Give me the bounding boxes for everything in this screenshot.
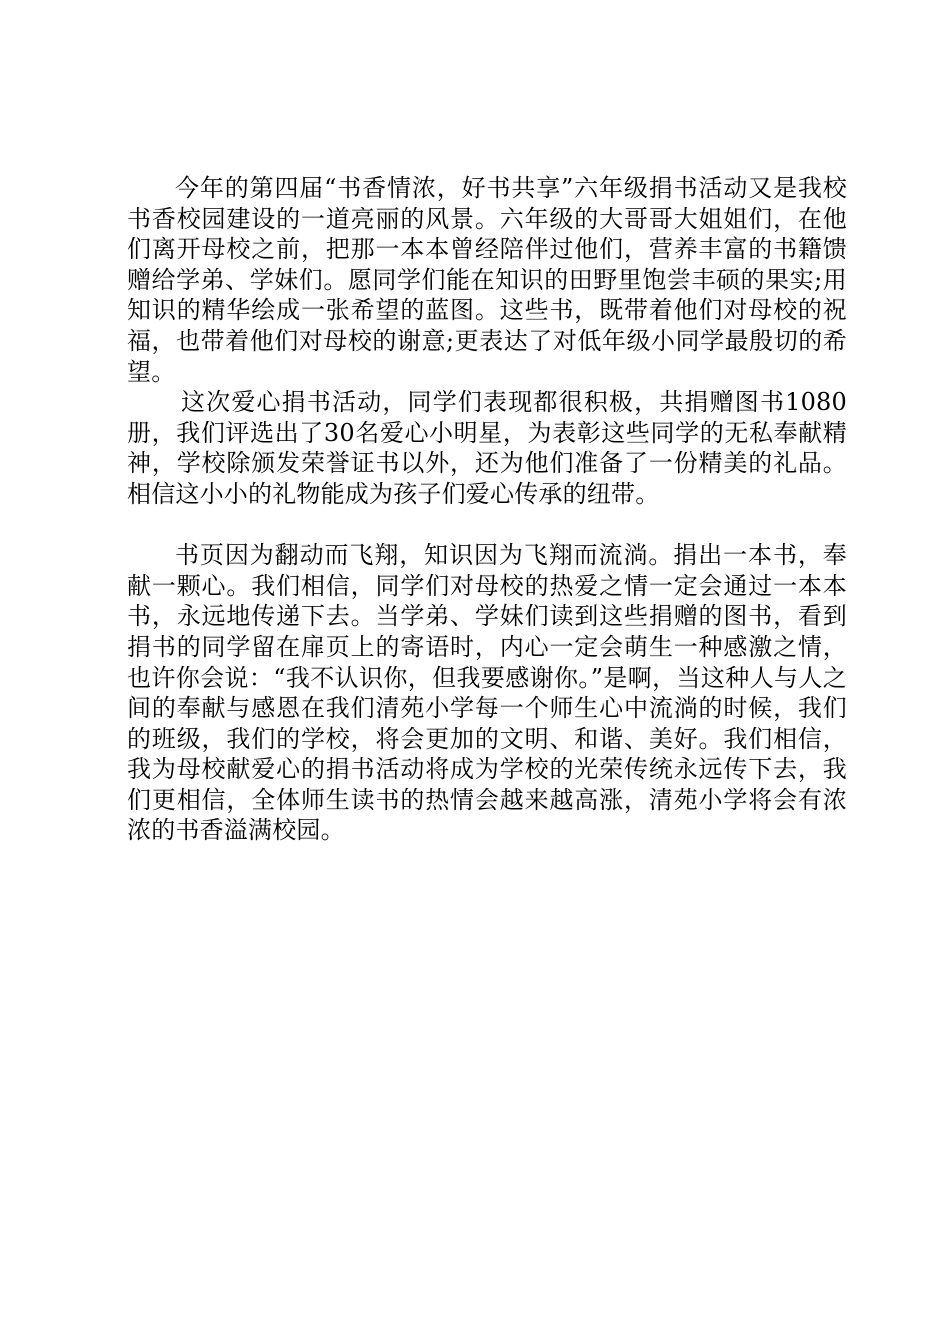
paragraph-spacer	[127, 510, 847, 541]
paragraph-1: 今年的第四届“书香情浓，好书共享”六年级捐书活动又是我校书香校园建设的一道亮丽的风景。六年级的大哥哥大姐姐们，在他们离开母校之前，把那一本本曾经陪伴过他们，营养丰富的书籍馈赠给学弟、学妹们。愿同学们能在知识的田野里饱尝丰硕的果实;用知识的精华绘成一张希望的蓝图。这些书，既带着他们对母校的祝福，也带着他们对母校的谢意;更表达了对低年级小同学最殷切的希望。	[127, 174, 847, 386]
document-body	[127, 173, 847, 846]
paragraph-2: 这次爱心捐书活动，同学们表现都很积极，共捐赠图书1080册，我们评选出了30名爱心小明星，为表彰这些同学的无私奉献精神，学校除颁发荣誉证书以外，还为他们准备了一份精美的礼品。相信这小小的礼物能成为孩子们爱心传承的纽带。	[127, 388, 847, 508]
paragraph-3: 书页因为翻动而飞翔，知识因为飞翔而流淌。捐出一本书，奉献一颗心。我们相信，同学们对母校的热爱之情一定会通过一本本书，永远地传递下去。当学弟、学妹们读到这些捐赠的图书，看到捐书的同学留在扉页上的寄语时，内心一定会萌生一种感激之情，也许你会说：“我不认识你，但我要感谢你。”是啊，当这种人与人之间的奉献与感恩在我们清苑小学每一个师生心中流淌的时候，我们的班级，我们的学校，将会更加的文明、和谐、美好。我们相信，我为母校献爱心的捐书活动将成为学校的光荣传统永远传下去，我们更相信，全体师生读书的热情会越来越高涨，清苑小学将会有浓浓的书香溢满校园。	[127, 541, 847, 845]
